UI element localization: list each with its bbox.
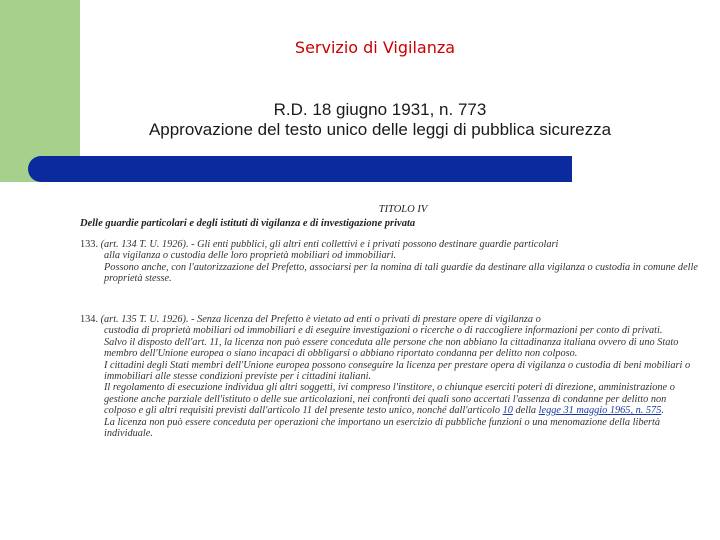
article-paragraph <box>80 382 700 416</box>
section-heading: Delle guardie particolari e degli istituti di vigilanza e di investigazione privata <box>80 218 416 229</box>
paragraph-text: Il regolamento di esecuzione individua gli altri soggetti, ivi compreso l'institore, o chiunque eserciti poteri di direzione, amministrazione o gestione anche parziale dell'istituto o delle sue articolazioni, nei confronti dei quali sono accertati l'assenza di condanne per delitto non colposo e gli altri requisiti previsti dall'articolo 11 del presente testo unico, nonché dall'articolo <box>104 382 675 417</box>
law-description: Approvazione del testo unico delle leggi di pubblica sicurezza <box>148 120 612 139</box>
article-number: 133. <box>80 239 99 250</box>
law-reference: R.D. 18 giugno 1931, n. 773 <box>273 100 487 119</box>
law-subtitle <box>100 100 660 140</box>
article-paragraph: I cittadini degli Stati membri dell'Unione europea possono conseguire la licenza per prestare opera di vigilanza o custodia di beni mobiliari o immobiliari alle stesse condizioni previste per i cittadini italiani. <box>104 359 691 383</box>
article-paragraph: Possono anche, con l'autorizzazione del Prefetto, associarsi per la nomina di tali guardie da destinare alla vigilanza o custodia in comune delle proprietà stesse. <box>104 261 698 285</box>
decorative-green-bar <box>0 0 80 182</box>
article-10-link[interactable]: 10 <box>502 405 513 417</box>
decorative-blue-band <box>28 156 572 182</box>
article-number: 134. <box>80 314 99 325</box>
law-575-link[interactable]: legge 31 maggio 1965, n. 575 <box>538 405 662 417</box>
paragraph-text: della <box>515 405 537 417</box>
paragraph-text: . <box>661 405 664 417</box>
article-paragraph: Salvo il disposto dell'art. 11, la licenza non può essere conceduta alle persone che non abbiano la cittadinanza italiana ovvero di uno Stato membro dell'Unione europea o siano incapaci di obbligarsi o abbiano riportato condanna per delitto non colposo. <box>104 336 679 360</box>
article-paragraph: custodia di proprietà mobiliari od immobiliari e di eseguire investigazioni o ricerche o di raccogliere informazioni per conto di privati. <box>104 325 663 337</box>
article-133 <box>80 239 700 285</box>
article-paragraph: alla vigilanza o custodia delle loro proprietà mobiliari od immobiliari. <box>104 250 397 262</box>
article-paragraph: (art. 135 T. U. 1926). - Senza licenza del Prefetto è vietato ad enti o privati di prestare opere di vigilanza o <box>100 314 541 325</box>
article-paragraph: (art. 134 T. U. 1926). - Gli enti pubblici, gli altri enti collettivi e i privati possono destinare guardie particolari <box>100 239 559 250</box>
page-title: Servizio di Vigilanza <box>294 38 456 57</box>
article-134 <box>80 314 700 439</box>
section-title: TITOLO IV <box>378 204 428 215</box>
article-paragraph: La licenza non può essere conceduta per operazioni che importano un esercizio di pubbliche funzioni o una menomazione della libertà individuale. <box>104 416 661 440</box>
